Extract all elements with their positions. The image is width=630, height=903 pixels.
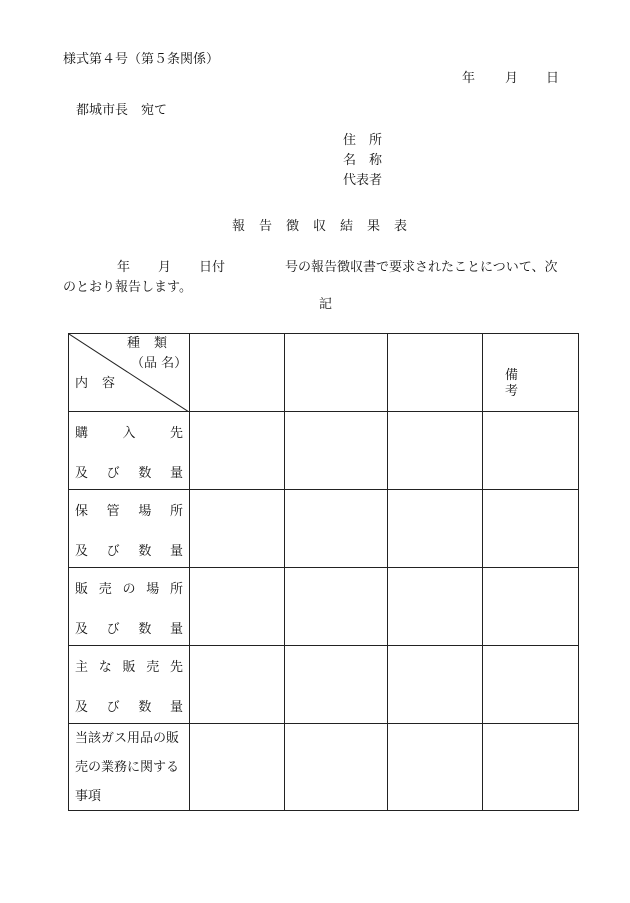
row-label-line-1: 保管場所 <box>75 504 183 519</box>
table-cell[interactable] <box>388 724 483 811</box>
table-header-row <box>69 334 579 412</box>
row-label-line-2: 及び数量 <box>75 700 183 715</box>
row-label-line-1: 主な販売先 <box>75 660 183 675</box>
row-label-cell <box>69 724 190 811</box>
row-label-cell <box>69 412 190 490</box>
table-cell[interactable] <box>190 724 285 811</box>
remarks-label: 備考 <box>505 368 545 399</box>
row-label-cell <box>69 490 190 568</box>
row-label-line-1: 購入先 <box>75 426 183 441</box>
body-day-label: 日付 <box>199 260 226 275</box>
table-cell[interactable] <box>388 412 483 490</box>
table-cell[interactable] <box>190 412 285 490</box>
product-name-label: （品 名） <box>131 356 188 371</box>
table-cell[interactable] <box>483 490 579 568</box>
table-cell[interactable] <box>190 568 285 646</box>
remarks-header-cell <box>483 334 579 412</box>
table-row <box>69 724 579 811</box>
ki-heading: 記 <box>319 297 333 312</box>
table-cell[interactable] <box>285 568 388 646</box>
table-cell[interactable] <box>388 568 483 646</box>
table-cell[interactable] <box>285 490 388 568</box>
report-table <box>68 333 579 811</box>
date-month-label: 月 <box>505 71 519 86</box>
row-label-cell <box>69 568 190 646</box>
table-cell[interactable] <box>483 646 579 724</box>
body-text-part-2: のとおり報告します。 <box>63 280 192 295</box>
row-label-line-2: 及び数量 <box>75 466 183 481</box>
table-cell[interactable] <box>190 334 285 412</box>
body-line-1 <box>63 258 578 278</box>
table-row <box>69 646 579 724</box>
form-number: 様式第４号（第５条関係） <box>63 52 220 67</box>
table-row <box>69 490 579 568</box>
row-label-line-3: 事項 <box>75 789 102 804</box>
date-year-label: 年 <box>462 71 476 86</box>
table-cell[interactable] <box>388 334 483 412</box>
table-cell[interactable] <box>285 646 388 724</box>
row-label-line-1: 販売の場所 <box>75 582 183 597</box>
row-label-line-1: 当該ガス用品の販 <box>75 731 180 746</box>
content-label: 内容 <box>75 376 130 391</box>
row-label-line-2: 売の業務に関する <box>75 760 180 775</box>
table-row <box>69 412 579 490</box>
table-cell[interactable] <box>285 412 388 490</box>
date-day-label: 日 <box>546 71 560 86</box>
table-cell[interactable] <box>190 646 285 724</box>
table-cell[interactable] <box>483 724 579 811</box>
table-row <box>69 568 579 646</box>
body-text <box>63 258 578 298</box>
row-label-line-2: 及び数量 <box>75 622 183 637</box>
sender-address-label: 住 所 <box>343 133 383 148</box>
date-line <box>462 71 559 87</box>
table-cell[interactable] <box>388 490 483 568</box>
row-label-cell <box>69 646 190 724</box>
sender-representative-label: 代表者 <box>343 173 383 188</box>
diagonal-header-cell <box>69 334 190 412</box>
body-year-label: 年 <box>117 260 131 275</box>
row-label-line-2: 及び数量 <box>75 544 183 559</box>
table-cell[interactable] <box>388 646 483 724</box>
table-cell[interactable] <box>483 568 579 646</box>
type-label: 種類 <box>127 336 182 351</box>
table-cell[interactable] <box>285 334 388 412</box>
body-text-part-1: 号の報告徴収書で要求されたことについて、次 <box>285 260 558 275</box>
table-cell[interactable] <box>190 490 285 568</box>
sender-name-label: 名 称 <box>343 153 383 168</box>
body-month-label: 月 <box>158 260 172 275</box>
table-cell[interactable] <box>285 724 388 811</box>
document-title: 報告徴収結果表 <box>232 219 422 234</box>
addressee: 都城市長 宛て <box>76 103 168 118</box>
table-cell[interactable] <box>483 412 579 490</box>
